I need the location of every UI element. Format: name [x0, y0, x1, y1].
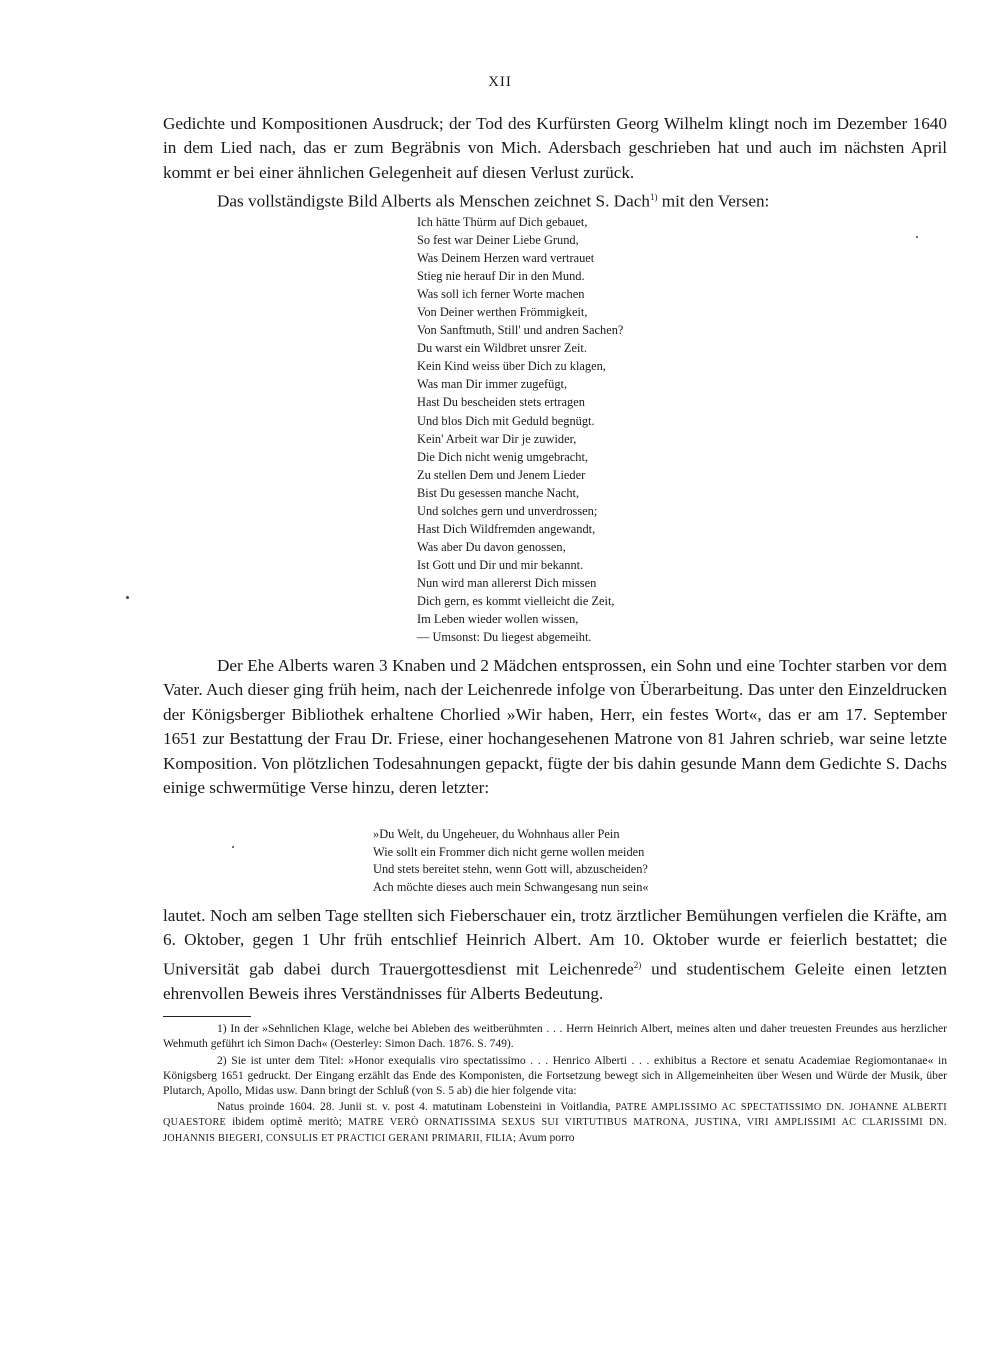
- poem-dach-line: Was aber Du davon genossen,: [417, 539, 566, 554]
- poem-final-line: Wie sollt ein Frommer dich nicht gerne wollen meiden: [373, 844, 645, 859]
- footnote-1: 1) In der »Sehnlichen Klage, welche bei Ableben des weitberühmten . . . Herrn Heinrich Albert, meines alten und daher treuesten Freundes aus herzlicher Wehmuth geführt ich Simon Dach« (Oesterley: Simon Dach. 1876. S. 749).: [163, 1022, 947, 1050]
- footnote-2-vita: [163, 1100, 947, 1148]
- print-speck: [916, 236, 918, 238]
- poem-dach-line: Von Sanftmuth, Still' und andren Sachen?: [417, 323, 624, 338]
- poem-dach-line: Ich hätte Thürm auf Dich gebauet,: [417, 215, 588, 229]
- poem-dach-line: Und blos Dich mit Geduld begnügt.: [417, 413, 595, 428]
- intro-block: [163, 112, 947, 214]
- footnote-mark-1: 1): [649, 192, 658, 203]
- paragraph-dach-intro: [163, 185, 947, 214]
- dach-intro-text: Das vollständigste Bild Alberts als Menschen zeichnet S. Dach: [217, 191, 650, 211]
- ehe-block: [163, 654, 947, 800]
- poem-dach-line: Zu stellen Dem und Jenem Lieder: [417, 467, 586, 482]
- poem-dach-line: Dich gern, es kommt vielleicht die Zeit,: [417, 593, 615, 608]
- poem-dach-line: Was Deinem Herzen ward vertrauet: [417, 251, 595, 266]
- poem-final-line: Und stets bereitet stehn, wenn Gott will, abzuscheiden?: [373, 862, 648, 877]
- lautet-text: lautet. Noch am selben Tage stellten sich Fieberschauer ein, trotz ärztlicher Bemühungen verfielen die Kräfte, am 6. Oktober, gegen 1 Uhr früh entschlief Heinrich Albert. Am 10. Oktober wurde er feierlich bestattet; die Universität gab dabei durch Trauergottesdienst mit Leichenrede: [163, 906, 947, 979]
- lautet-block: [163, 904, 947, 1006]
- poem-dach-line: So fest war Deiner Liebe Grund,: [417, 233, 579, 248]
- poem-dach: [417, 213, 623, 646]
- poem-dach-line: Im Leben wieder wollen wissen,: [417, 612, 579, 627]
- poem-final: [373, 826, 649, 897]
- poem-dach-line: Die Dich nicht wenig umgebracht,: [417, 449, 589, 464]
- poem-dach-line: Hast Du bescheiden stets ertragen: [417, 395, 585, 410]
- vita-smallcaps-1: PATRE AMPLISSIMO AC SPECTATISSIMO DN. JOHANNE ALBERTI QUAESTORE: [163, 1101, 947, 1129]
- print-speck: [232, 846, 234, 848]
- paragraph-lautet: [163, 904, 947, 1006]
- poem-dach-line: Du warst ein Wildbret unsrer Zeit.: [417, 341, 587, 356]
- paragraph-ehe: Der Ehe Alberts waren 3 Knaben und 2 Mädchen entsprossen, ein Sohn und eine Tochter starben vor dem Vater. Auch dieser ging früh heim, nach der Leichenrede infolge von Überarbeitung. Das unter den Einzeldrucken der Königsberger Bibliothek erhaltene Chorlied »Wir haben, Herr, ein festes Wort«, das er am 17. September 1651 zur Bestattung der Frau Dr. Friese, einer hochangesehenen Matrone von 81 Jahren schrieb, war seine letzte Komposition. Von plötzlichen Todesahnungen gepackt, fügte der bis dahin gesunde Mann dem Gedichte S. Dachs einige schwermütige Verse hinzu, deren letzter:: [163, 656, 947, 798]
- poem-dach-line: — Umsonst: Du liegest abgemeiht.: [417, 630, 592, 645]
- poem-dach-line: Kein' Arbeit war Dir je zuwider,: [417, 431, 577, 446]
- poem-dach-line: Bist Du gesessen manche Nacht,: [417, 485, 580, 500]
- vita-text-2: ibidem optimè meritò;: [226, 1115, 348, 1129]
- poem-dach-line: Was man Dir immer zugefügt,: [417, 377, 568, 392]
- vita-text-3: Avum porro: [516, 1131, 575, 1145]
- lautet-tail: und studentischem Geleite einen letzten ehrenvollen Beweis ihres Verständnisses für Alberts Bedeutung.: [163, 959, 947, 1003]
- poem-dach-line: Hast Dich Wildfremden angewandt,: [417, 521, 596, 536]
- print-speck: [126, 596, 129, 599]
- page-number: XII: [488, 74, 512, 90]
- vita-smallcaps-2: MATRE VERÒ ORNATISSIMA SEXUS SUI VIRTUTIBUS MATRONA, JUSTINA, VIRI AMPLISSIMI AC CLARISSIMI DN. JOHANNIS BIEGERI, CONSULIS ET PRACTICI GERANI PRIMARII, FILIA;: [163, 1117, 947, 1145]
- poem-dach-line: Was soll ich ferner Worte machen: [417, 287, 585, 302]
- footnote-2: 2) Sie ist unter dem Titel: »Honor exequialis viro spectatissimo . . . Henrico Alberti . . . exhibitus a Rectore et senatu Academiae Regiomontanae« in Königsberg 1651 gedruckt. Der Eingang erzählt das Ende des Komponisten, die Fortsetzung bewegt sich in Allgemeinheiten über Wesen und Würde der Musik, über Plutarch, Apollo, Midas usw. Dann bringt der Schluß (von S. 5 ab) die hier folgende vita:: [163, 1053, 947, 1097]
- poem-dach-line: Stieg nie herauf Dir in den Mund.: [417, 269, 585, 284]
- vita-text-1: Natus proinde 1604. 28. Junii st. v. post 4. matutinam Lobensteini in Voitlandia,: [217, 1099, 616, 1113]
- poem-dach-line: Kein Kind weiss über Dich zu klagen,: [417, 359, 606, 374]
- footnotes: [163, 1022, 947, 1149]
- poem-dach-line: Nun wird man allererst Dich missen: [417, 575, 597, 590]
- poem-dach-line: Ist Gott und Dir und mir bekannt.: [417, 557, 584, 572]
- paragraph-intro: Gedichte und Kompositionen Ausdruck; der Tod des Kurfürsten Georg Wilhelm klingt noch im Dezember 1640 in dem Lied nach, das er zum Begräbnis von Mich. Adersbach geschrieben hat und auch im nächsten April kommt er bei einer ähnlichen Gelegenheit auf diesen Verlust zurück.: [163, 114, 947, 182]
- dach-intro-tail: mit den Versen:: [657, 191, 770, 211]
- poem-dach-line: Und solches gern und unverdrossen;: [417, 503, 598, 518]
- poem-final-line: »Du Welt, du Ungeheuer, du Wohnhaus aller Pein: [373, 827, 620, 841]
- poem-dach-line: Von Deiner werthen Frömmigkeit,: [417, 305, 588, 320]
- footnote-mark-2: 2): [633, 959, 642, 970]
- poem-final-line: Ach möchte dieses auch mein Schwangesang nun sein«: [373, 880, 649, 895]
- footnote-divider: [163, 1016, 251, 1017]
